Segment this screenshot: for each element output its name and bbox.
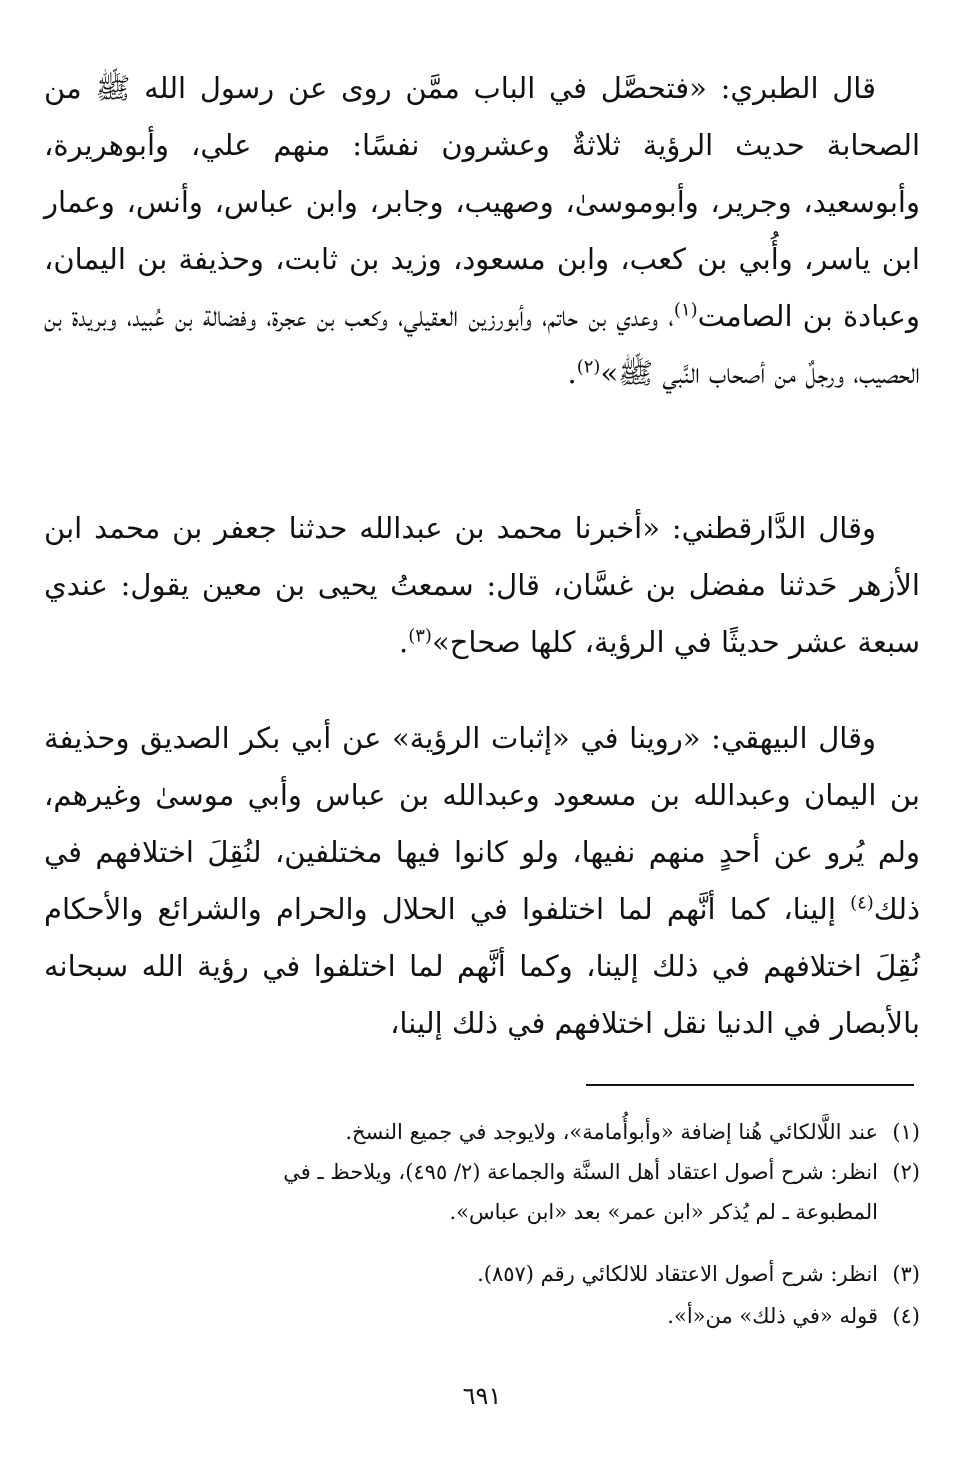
footnote-text: انظر: شرح أصول اعتقاد أهل السنَّة والجماعة (٢/ ٤٩٥)، ويلاحظ ـ في: [283, 1160, 878, 1184]
footnote-ref-2[interactable]: (٢): [576, 356, 601, 378]
footnote-3: [40, 1254, 920, 1294]
footnote-4: [40, 1296, 920, 1336]
paragraph-text: إلينا، كما أنَّهم لما اختلفوا في الحلال والحرام والشرائع والأحكام نُقِلَ اختلافهم في ذلك إلينا، وكما أنَّهم لما اختلفوا في رؤية الله سبحانه بالأبصار في الدنيا نقل اختلافهم في ذلك إلينا،: [44, 892, 920, 1040]
footnote-ref-1[interactable]: (١): [673, 299, 698, 321]
footnote-text: قوله «في ذلك» من«أ».: [667, 1304, 878, 1328]
footnote-text: انظر: شرح أصول الاعتقاد للالكائي رقم (٨٥٧).: [477, 1262, 878, 1286]
footnote-ref-4[interactable]: (٤): [850, 892, 874, 914]
page-number: ٦٩١: [462, 1382, 502, 1410]
footnote-2: [40, 1152, 920, 1232]
paragraph-tabari: [44, 60, 920, 402]
footnote-text: عند اللَّالكائي هُنا إضافة «وأبوأُمامة»، ولايوجد في جميع النسخ.: [345, 1120, 878, 1144]
paragraph-bayhaqi: [44, 710, 920, 1052]
paragraph-text: وقال البيهقي: «روينا في «إثبات الرؤية» عن أبي بكر الصديق وحذيفة بن اليمان وعبدالله بن مسعود وعبدالله بن عباس وأبي موسىٰ وغيرهم، ولم يُرو عن أحدٍ منهم نفيها، ولو كانوا فيها مختلفين، لنُقِلَ اختلافهم في ذلك: [44, 721, 920, 926]
paragraph-text: وقال الدَّارقطني: «أخبرنا محمد بن عبدالله حدثنا جعفر بن محمد ابن الأزهر حَدثنا مفضل بن غسَّان، قال: سمعتُ يحيى بن معين يقول: عندي سبعة عشر حديثًا في الرؤية، كلها صحاح»: [44, 511, 920, 659]
paragraph-text: ، وعدي بن حاتم، وأبورزين العقيلي، وكعب بن عجرة، وفضالة بن عُبيد، وبريدة بن الحصيب، ورجلٌ من أصحاب النَّبي ﷺ»: [44, 299, 920, 390]
footnote-number: (٤): [892, 1304, 920, 1328]
footnote-1: [40, 1112, 920, 1152]
paragraph-text: قال الطبري: «فتحصَّل في الباب ممَّن روى عن رسول الله ﷺ من الصحابة حديث الرؤية ثلاثةٌ وعشرون نفسًا: منهم علي، وأبوهريرة، وأبوسعيد، وجرير، وأبوموسىٰ، وصهيب، وجابر، وابن عباس، وأنس، وعمار ابن ياسر، وأُبي بن كعب، وابن مسعود، وزيد بن ثابت، وحذيفة بن اليمان، وعبادة بن الصامت: [44, 71, 920, 333]
footnote-number: (٢): [892, 1160, 920, 1184]
footnote-number: (٣): [892, 1262, 920, 1286]
footnote-text-continued: المطبوعة ـ لم يُذكر «ابن عمر» بعد «ابن عباس».: [449, 1200, 878, 1224]
footnote-number: (١): [892, 1120, 920, 1144]
paragraph-end: .: [567, 356, 577, 390]
footnote-divider: [586, 1084, 914, 1086]
paragraph-daraqutni: [44, 500, 920, 671]
footnote-ref-3[interactable]: (٣): [408, 625, 432, 647]
paragraph-end: .: [399, 625, 409, 659]
